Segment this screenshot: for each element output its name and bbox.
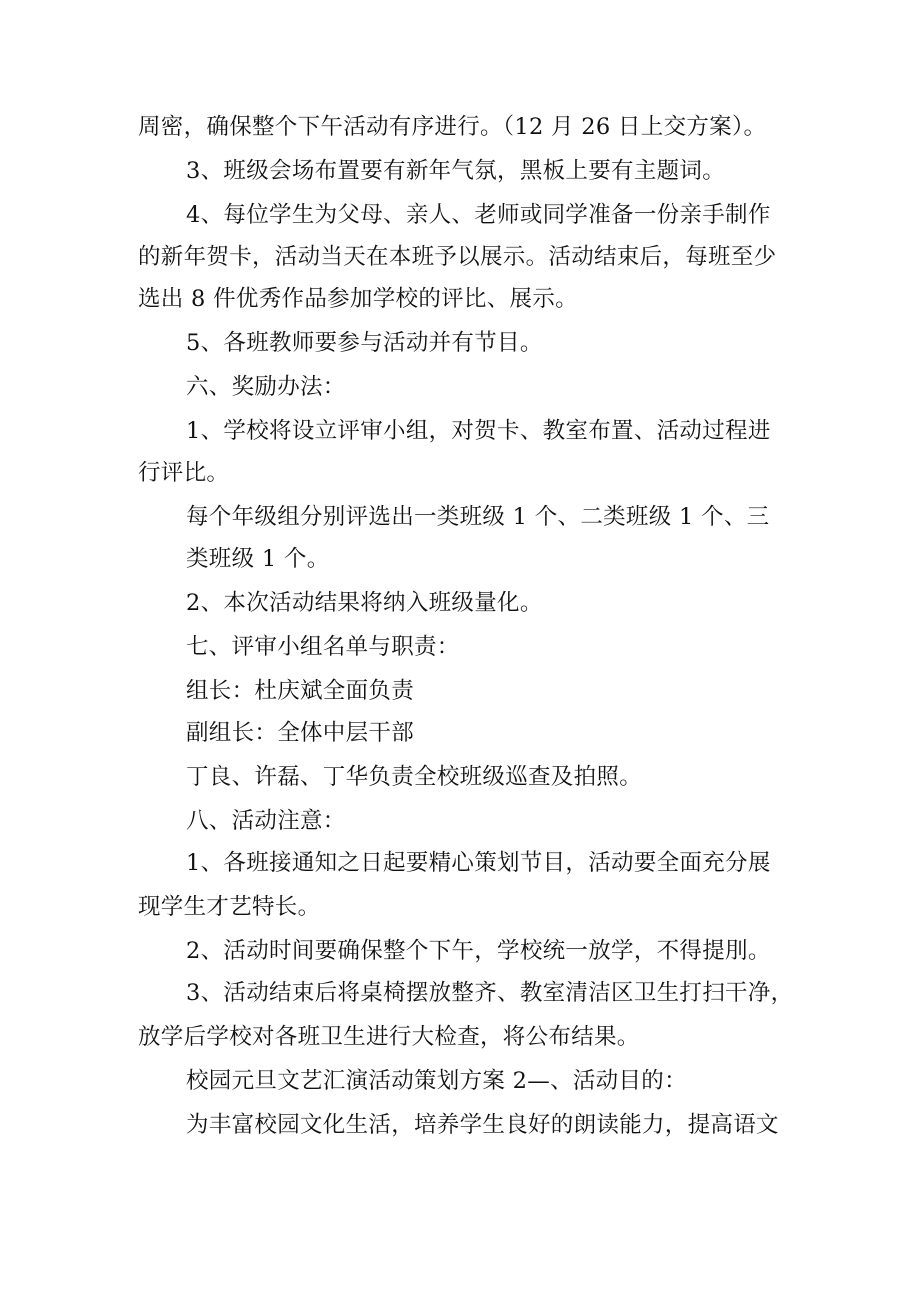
text-line: 副组长：全体中层干部 bbox=[186, 720, 415, 746]
text-line: 1、学校将设立评审小组，对贺卡、教室布置、活动过程进 bbox=[186, 418, 771, 444]
text-line: 2、本次活动结果将纳入班级量化。 bbox=[186, 590, 543, 616]
text-line: 组长：杜庆斌全面负责 bbox=[186, 678, 415, 704]
section-heading: 八、活动注意： bbox=[186, 808, 346, 834]
text-line: 类班级 1 个。 bbox=[186, 546, 330, 572]
text-line: 现学生才艺特长。 bbox=[138, 894, 321, 920]
text-line: 3、活动结束后将桌椅摆放整齐、教室清洁区卫生打扫干净， bbox=[186, 980, 794, 1006]
text-line: 放学后学校对各班卫生进行大检查，将公布结果。 bbox=[138, 1024, 640, 1050]
text-line: 的新年贺卡，活动当天在本班予以展示。活动结束后，每班至少 bbox=[138, 244, 777, 270]
section-heading: 七、评审小组名单与职责： bbox=[186, 634, 460, 660]
text-line: 行评比。 bbox=[138, 460, 230, 486]
section-heading: 六、奖励办法： bbox=[186, 374, 346, 400]
section-heading: 校园元旦文艺汇演活动策划方案 2—、活动目的： bbox=[186, 1068, 687, 1094]
text-line: 周密，确保整个下午活动有序进行。（12 月 26 日上交方案）。 bbox=[138, 114, 767, 140]
text-line: 丁良、许磊、丁华负责全校班级巡查及拍照。 bbox=[186, 764, 643, 790]
text-line: 选出 8 件优秀作品参加学校的评比、展示。 bbox=[138, 286, 578, 312]
text-line: 5、各班教师要参与活动并有节目。 bbox=[186, 330, 543, 356]
text-line: 每个年级组分别评选出一类班级 1 个、二类班级 1 个、三 bbox=[186, 504, 770, 530]
text-line: 2、活动时间要确保整个下午，学校统一放学，不得提刖。 bbox=[186, 938, 771, 964]
text-line: 1、各班接通知之日起要精心策划节目，活动要全面充分展 bbox=[186, 850, 771, 876]
text-line: 4、每位学生为父母、亲人、老师或同学准备一份亲手制作 bbox=[186, 202, 771, 228]
text-line: 为丰富校园文化生活，培养学生良好的朗读能力，提高语文 bbox=[186, 1112, 779, 1138]
text-line: 3、班级会场布置要有新年气氛，黑板上要有主题词。 bbox=[186, 158, 726, 184]
